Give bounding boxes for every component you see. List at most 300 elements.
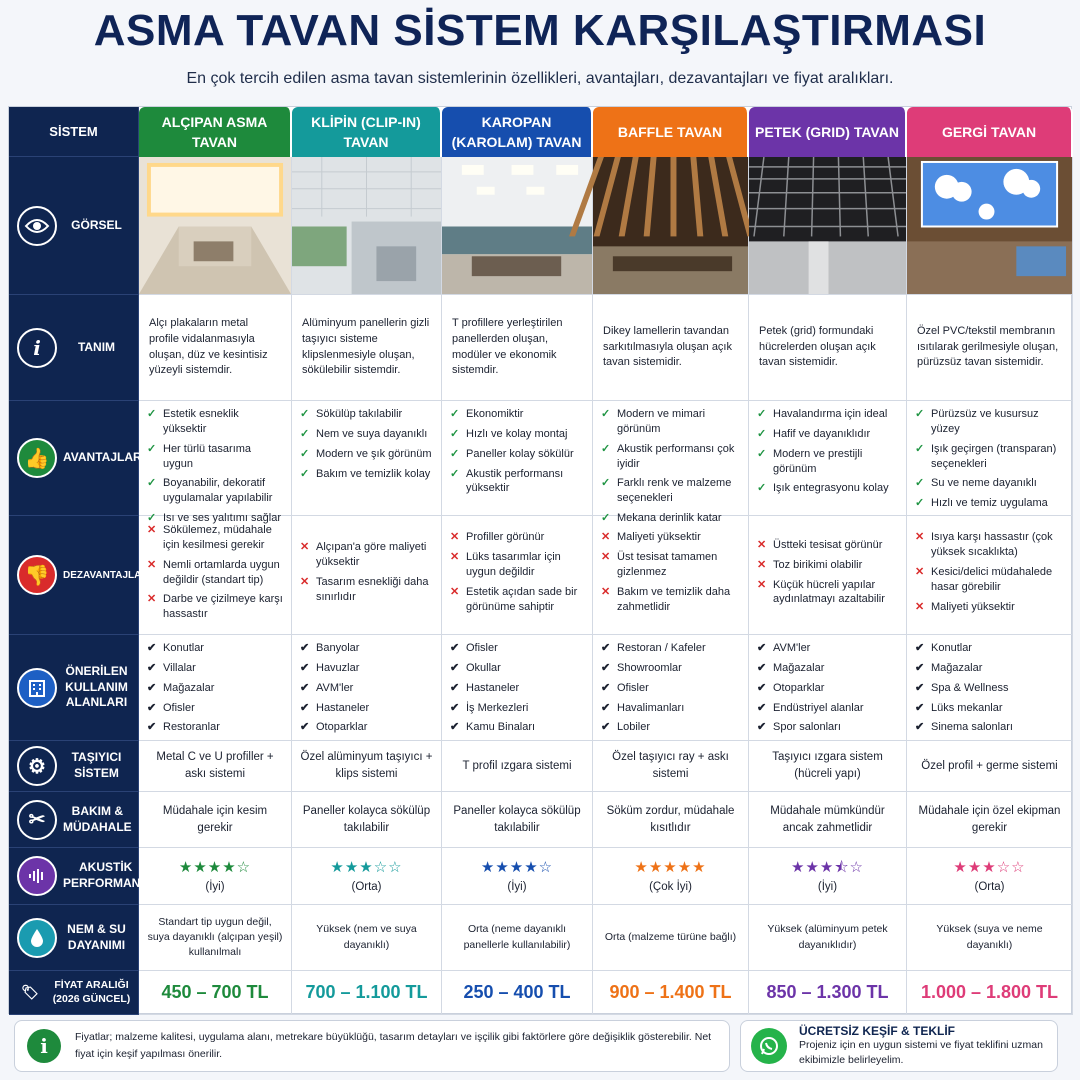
disadvantages-cell — [593, 516, 749, 635]
row-label-text: AVANTAJLARI — [63, 450, 145, 465]
alcipan-image — [139, 157, 292, 295]
list-item-text: Maliyeti yüksektir — [617, 531, 701, 544]
list-item — [601, 681, 740, 696]
info-icon: i — [27, 1029, 61, 1063]
bullet-icon: ✔ — [757, 721, 767, 734]
maintenance: Paneller kolayca sökülüp takılabilir — [292, 792, 442, 848]
sound-wave-icon — [17, 856, 57, 896]
list-item — [300, 701, 433, 716]
list-item-text: Havalandırma için ideal — [773, 408, 888, 420]
bullet-icon: ✔ — [450, 661, 460, 674]
bullet-icon: ✔ — [915, 642, 925, 654]
list-item-text: Ofisler — [617, 681, 649, 694]
list-item-text: Villalar — [163, 661, 196, 674]
list-item — [300, 447, 433, 462]
list-item-text: Otoparklar — [316, 721, 368, 734]
list-item-text: Spa & Wellness — [931, 681, 1009, 694]
list-item-text: Ekonomiktir — [466, 408, 524, 420]
list-item-text: Nemli ortamlarda uygun değildir (standart tip) — [163, 558, 280, 586]
klipin-image — [292, 157, 442, 295]
price-note-box — [14, 1020, 730, 1072]
list-item-text: Endüstriyel alanlar — [773, 701, 864, 714]
bullet-icon: ✔ — [915, 661, 925, 674]
list-item — [915, 407, 1064, 437]
maintenance: Paneller kolayca sökülüp takılabilir — [442, 792, 593, 848]
bullet-icon: ✔ — [147, 721, 157, 734]
bullet-icon: ✔ — [300, 642, 310, 654]
column-header: GERGİ TAVAN — [907, 107, 1073, 157]
list-item-text: Restoran / Kafeler — [617, 642, 706, 654]
bullet-icon: ✕ — [601, 551, 611, 564]
bullet-icon: ✔ — [300, 661, 310, 674]
row-label-sistem — [9, 107, 139, 157]
karopan-image — [442, 157, 593, 295]
bullet-icon: ✔ — [147, 661, 157, 674]
bullet-icon: ✓ — [601, 512, 611, 525]
thumbs-down-icon: 👎 — [17, 555, 57, 595]
price-note: Fiyatlar; malzeme kalitesi, uygulama alanı, metrekare büyüklüğü, tasarım detayları ve işçilik gibi faktörlere göre değişiklik gösterebilir. Net fiyat için keşif yapılması önerilir. — [75, 1031, 712, 1060]
bullet-icon: ✓ — [915, 477, 925, 490]
list-item-text: Tasarım esnekliği daha sınırlıdır — [316, 576, 429, 603]
list-item — [147, 641, 283, 656]
bullet-icon: ✓ — [300, 467, 310, 480]
disadvantages-cell — [292, 516, 442, 635]
carrier-system: Özel alüminyum taşıyıcı + klips sistemi — [292, 741, 442, 792]
moisture-resistance: Orta (neme dayanıklı panellerle kullanılabilir) — [442, 905, 593, 971]
disadvantages-list — [450, 530, 584, 619]
list-item-text: Restoranlar — [163, 721, 220, 734]
list-item-text: Mağazalar — [931, 661, 983, 674]
usage-cell — [907, 635, 1073, 741]
list-item — [300, 720, 433, 735]
disadvantages-list — [915, 530, 1064, 619]
comparison-table — [8, 106, 1072, 1014]
bullet-icon: ✓ — [450, 447, 460, 460]
list-item — [757, 578, 898, 608]
advantages-list — [147, 407, 283, 526]
list-item-text: Modern ve mimari görünüm — [617, 408, 706, 435]
bullet-icon: ✔ — [757, 661, 767, 674]
row-label-text: NEM & SU DAYANIMI — [67, 921, 126, 952]
bullet-icon: ✕ — [450, 551, 460, 564]
bullet-icon: ✓ — [450, 467, 460, 480]
list-item — [915, 641, 1064, 656]
list-item — [147, 720, 283, 735]
list-item — [915, 530, 1064, 560]
list-item-text: Lobiler — [617, 721, 651, 734]
building-icon — [17, 668, 57, 708]
list-item — [300, 661, 433, 676]
row-label-text: SİSTEM — [49, 124, 98, 139]
list-item — [915, 661, 1064, 676]
list-item-text: Her türlü tasarıma uygun — [163, 442, 252, 470]
disadvantages-list — [147, 523, 283, 627]
bullet-icon: ✔ — [601, 721, 611, 734]
bullet-icon: ✕ — [147, 593, 157, 606]
list-item — [601, 530, 740, 545]
list-item — [601, 585, 740, 615]
list-item — [450, 701, 584, 716]
row-label-text: TAŞIYICI SİSTEM — [71, 750, 122, 780]
advantages-cell — [139, 401, 292, 525]
bullet-icon: ✓ — [915, 442, 925, 455]
bullet-icon: ✕ — [757, 558, 767, 571]
definition: Petek (grid) formundaki hücrelerden oluşan açık tavan sistemidir. — [749, 295, 907, 401]
acoustic-cell — [749, 848, 907, 905]
list-item — [601, 720, 740, 735]
rating-stars: ★★★☆☆ — [330, 858, 403, 876]
list-item — [300, 427, 433, 442]
carrier-system: Özel taşıyıcı ray + askı sistemi — [593, 741, 749, 792]
page-title: ASMA TAVAN SİSTEM KARŞILAŞTIRMASI — [93, 6, 987, 55]
list-item — [915, 496, 1064, 511]
bullet-icon: ✔ — [915, 721, 925, 734]
cta-title: ÜCRETSİZ KEŞİF & TEKLİF — [799, 1023, 955, 1038]
list-item-text: Lüks tasarımlar için uygun değildir — [466, 551, 561, 579]
list-item — [300, 467, 433, 482]
disadvantages-cell — [749, 516, 907, 635]
bullet-icon: ✔ — [915, 681, 925, 694]
acoustic-cell — [907, 848, 1073, 905]
list-item — [147, 523, 283, 553]
list-item-text: Küçük hücreli yapılar aydınlatmayı azaltabilir — [773, 578, 885, 606]
list-item-text: Estetik esneklik yüksektir — [163, 408, 239, 435]
list-item — [147, 442, 283, 472]
list-item-text: Mağazalar — [163, 681, 215, 694]
list-item — [915, 720, 1064, 735]
list-item — [450, 530, 584, 545]
list-item — [450, 641, 584, 656]
petek-image — [749, 157, 907, 295]
disadvantages-cell — [442, 516, 593, 635]
list-item-text: Estetik açıdan sade bir görünüme sahiptir — [466, 585, 578, 613]
baffle-image — [593, 157, 749, 295]
list-item — [300, 681, 433, 696]
bullet-icon: ✔ — [757, 701, 767, 714]
list-item — [757, 481, 898, 496]
column-header: PETEK (GRID) TAVAN — [749, 107, 907, 157]
list-item — [757, 447, 898, 477]
maintenance: Müdahale mümkündür ancak zahmetlidir — [749, 792, 907, 848]
list-item-text: Bakım ve temizlik daha zahmetlidir — [617, 585, 731, 613]
tools-icon: ✂ — [17, 800, 57, 840]
list-item-text: Hastaneler — [316, 701, 370, 714]
list-item-text: Hızlı ve temiz uygulama — [931, 497, 1048, 510]
list-item — [601, 661, 740, 676]
list-item-text: Okullar — [466, 661, 501, 674]
column-header: KLİPİN (CLIP-IN) TAVAN — [292, 107, 442, 157]
bullet-icon: ✕ — [601, 585, 611, 598]
list-item — [601, 550, 740, 580]
price-range: 900 – 1.400 TL — [593, 971, 749, 1015]
list-item-text: Alçıpan'a göre maliyeti yüksektir — [316, 541, 427, 569]
list-item-text: Akustik performansı çok iyidir — [617, 442, 735, 470]
list-item-text: Showroomlar — [617, 661, 682, 674]
bullet-icon: ✓ — [757, 408, 767, 420]
rating-stars: ★★★★★ — [634, 858, 707, 876]
row-label-gorsel — [9, 157, 139, 295]
list-item-text: Otoparklar — [773, 681, 825, 694]
list-item — [601, 476, 740, 506]
definition: T profillere yerleştirilen panellerden oluşan, modüler ve ekonomik sistemdir. — [442, 295, 593, 401]
list-item-text: Konutlar — [931, 642, 972, 654]
bullet-icon: ✓ — [601, 442, 611, 455]
maintenance: Müdahale için özel ekipman gerekir — [907, 792, 1073, 848]
bullet-icon: ✔ — [601, 642, 611, 654]
disadvantages-list — [601, 530, 740, 619]
advantages-cell — [292, 401, 442, 516]
advantages-cell — [907, 401, 1073, 516]
rating-label: (İyi) — [817, 880, 838, 893]
list-item-text: Işık geçirgen (transparan) seçenekleri — [931, 442, 1057, 470]
list-item-text: Modern ve prestijli görünüm — [773, 447, 863, 475]
list-item-text: Hafif ve dayanıklıdır — [773, 427, 871, 440]
list-item-text: Pürüzsüz ve kusursuz yüzey — [931, 408, 1039, 435]
bullet-icon: ✔ — [757, 681, 767, 694]
usage-list — [300, 641, 433, 735]
rating-label: (İyi) — [507, 880, 527, 893]
disadvantages-list — [757, 538, 898, 612]
list-item-text: Konutlar — [163, 642, 204, 654]
bullet-icon: ✔ — [147, 701, 157, 714]
bullet-icon: ✓ — [915, 408, 925, 420]
bullet-icon: ✓ — [147, 512, 157, 525]
usage-list — [757, 641, 898, 735]
bullet-icon: ✕ — [915, 566, 925, 579]
row-label-text: AKUSTİK PERFORMANS — [63, 860, 149, 890]
bullet-icon: ✓ — [300, 447, 310, 460]
list-item-text: Ofisler — [163, 701, 195, 714]
list-item-text: Lüks mekanlar — [931, 701, 1003, 714]
list-item-text: Farklı renk ve malzeme seçenekleri — [617, 477, 732, 505]
list-item-text: Paneller kolay sökülür — [466, 447, 574, 460]
bullet-icon: ✓ — [147, 477, 157, 490]
usage-cell — [749, 635, 907, 741]
list-item — [601, 701, 740, 716]
bullet-icon: ✕ — [601, 531, 611, 544]
bullet-icon: ✕ — [915, 600, 925, 613]
list-item-text: Isıya karşı hassastır (çok yüksek sıcaklıkta) — [931, 531, 1053, 559]
row-label-text: ÖNERİLEN KULLANIM ALANLARI — [65, 664, 128, 710]
row-label-text: GÖRSEL — [71, 217, 122, 232]
list-item-text: AVM'ler — [316, 681, 354, 694]
list-item — [450, 720, 584, 735]
list-item — [915, 476, 1064, 491]
row-label-text: DEZAVANTAJLARI — [63, 569, 152, 581]
list-item — [915, 565, 1064, 595]
list-item — [757, 538, 898, 553]
list-item — [300, 407, 433, 422]
list-item — [757, 701, 898, 716]
list-item — [757, 427, 898, 442]
bullet-icon: ✕ — [757, 538, 767, 551]
list-item — [450, 447, 584, 462]
list-item-text: Banyolar — [316, 642, 360, 654]
bullet-icon: ✔ — [450, 642, 460, 654]
bullet-icon: ✕ — [450, 531, 460, 544]
list-item-text: Hızlı ve kolay montaj — [466, 427, 568, 440]
row-label-text: FİYAT ARALIĞI (2026 GÜNCEL) — [52, 978, 131, 1005]
bullet-icon: ✔ — [757, 642, 767, 654]
eye-icon — [17, 206, 57, 246]
bullet-icon: ✓ — [601, 408, 611, 420]
list-item — [147, 701, 283, 716]
list-item-text: Su ve neme dayanıklı — [931, 477, 1037, 490]
moisture-resistance: Yüksek (suya ve neme dayanıklı) — [907, 905, 1073, 971]
carrier-system: Metal C ve U profiller + askı sistemi — [139, 741, 292, 792]
usage-cell — [593, 635, 749, 741]
bullet-icon: ✕ — [147, 523, 157, 536]
usage-cell — [442, 635, 593, 741]
list-item — [601, 442, 740, 472]
list-item — [147, 592, 283, 622]
price-range: 700 – 1.100 TL — [292, 971, 442, 1015]
advantages-cell — [749, 401, 907, 516]
price-tag-icon: 🏷 — [21, 984, 39, 1000]
list-item — [601, 407, 740, 437]
bullet-icon: ✔ — [300, 701, 310, 714]
gergi-image — [907, 157, 1073, 295]
usage-cell — [292, 635, 442, 741]
list-item — [147, 661, 283, 676]
bullet-icon: ✔ — [450, 721, 460, 734]
list-item — [450, 427, 584, 442]
rating-label: (İyi) — [205, 880, 225, 893]
acoustic-cell — [593, 848, 749, 905]
list-item-text: Bakım ve temizlik kolay — [316, 467, 431, 480]
list-item-text: Kesici/delici müdahalede hasar görebilir — [931, 566, 1053, 593]
column-header: ALÇIPAN ASMA TAVAN — [139, 107, 292, 157]
bullet-icon: ✓ — [915, 497, 925, 510]
list-item — [915, 442, 1064, 472]
definition: Alüminyum panellerin gizli taşıyıcı sisteme klipslenmesiyle oluşan, sökülebilir sistemdir. — [292, 295, 442, 401]
page-subtitle: En çok tercih edilen asma tavan sistemlerinin özellikleri, avantajları, dezavantajları ve fiyat aralıkları. — [186, 70, 894, 87]
list-item — [450, 661, 584, 676]
acoustic-cell — [139, 848, 292, 905]
price-range: 250 – 400 TL — [442, 971, 593, 1015]
free-survey-cta[interactable] — [740, 1020, 1058, 1072]
usage-list — [915, 641, 1064, 735]
bullet-icon: ✕ — [915, 531, 925, 544]
bullet-icon: ✕ — [450, 585, 460, 598]
advantages-list — [757, 407, 898, 496]
list-item — [300, 575, 433, 605]
list-item — [915, 701, 1064, 716]
definition: Alçı plakaların metal profile vidalanmasıyla oluşan, düz ve kesintisiz yüzeyli sistemdir. — [139, 295, 292, 401]
row-label-nem — [9, 905, 139, 971]
bullet-icon: ✔ — [601, 661, 611, 674]
advantages-list — [601, 407, 740, 526]
price-range: 850 – 1.300 TL — [749, 971, 907, 1015]
bullet-icon: ✓ — [757, 447, 767, 460]
rating-stars: ★★★★☆ — [480, 858, 554, 876]
bullet-icon: ✓ — [757, 482, 767, 495]
bullet-icon: ✓ — [300, 427, 310, 440]
maintenance: Söküm zordur, müdahale kısıtlıdır — [593, 792, 749, 848]
bullet-icon: ✔ — [601, 681, 611, 694]
rating-stars: ★★★★☆ — [178, 858, 252, 876]
list-item-text: Işık entegrasyonu kolay — [773, 482, 889, 495]
price-range: 1.000 – 1.800 TL — [907, 971, 1073, 1015]
carrier-system: Taşıyıcı ızgara sistem (hücreli yapı) — [749, 741, 907, 792]
definition: Özel PVC/tekstil membranın ısıtılarak gerilmesiyle oluşan, pürüzsüz tavan sistemidir. — [907, 295, 1073, 401]
usage-cell — [139, 635, 292, 741]
advantages-list — [300, 407, 433, 481]
bullet-icon: ✔ — [450, 681, 460, 694]
cta-text-group — [799, 1024, 1047, 1068]
row-label-dezavantaj — [9, 516, 152, 635]
bullet-icon: ✔ — [450, 701, 460, 714]
list-item — [450, 550, 584, 580]
list-item-text: Havuzlar — [316, 661, 360, 674]
bullet-icon: ✓ — [300, 408, 310, 420]
disadvantages-cell — [139, 516, 292, 635]
list-item — [147, 407, 283, 437]
bullet-icon: ✓ — [147, 442, 157, 455]
list-item-text: Isı ve ses yalıtımı sağlar — [163, 512, 281, 525]
list-item-text: Mekana derinlik katar — [617, 512, 722, 525]
list-item-text: Akustik performansı yüksektir — [466, 467, 564, 495]
row-label-tanim — [9, 295, 139, 401]
acoustic-cell — [442, 848, 593, 905]
advantages-cell — [593, 401, 749, 525]
list-item-text: Mağazalar — [773, 661, 825, 674]
gear-icon: ⚙ — [17, 746, 57, 786]
list-item-text: Darbe ve çizilmeye karşı hassastır — [163, 593, 283, 621]
list-item — [147, 558, 283, 588]
list-item — [915, 600, 1064, 615]
list-item-text: Üst tesisat tamamen gizlenmez — [617, 551, 718, 579]
list-item-text: Havalimanları — [617, 701, 685, 714]
row-label-text: BAKIM & MÜDAHALE — [63, 803, 132, 834]
maintenance: Müdahale için kesim gerekir — [139, 792, 292, 848]
rating-stars: ★★★☆☆ — [953, 858, 1026, 876]
bullet-icon: ✕ — [300, 576, 310, 588]
moisture-resistance: Orta (malzeme türüne bağlı) — [593, 905, 749, 971]
carrier-system: T profil ızgara sistemi — [442, 741, 593, 792]
list-item-text: Boyanabilir, dekoratif uygulamalar yapılabilir — [163, 477, 273, 505]
list-item — [757, 720, 898, 735]
disadvantages-cell — [907, 516, 1073, 635]
list-item-text: Spor salonları — [773, 721, 841, 734]
definition: Dikey lamellerin tavandan sarkıtılmasıyla oluşan açık tavan sistemidir. — [593, 295, 749, 401]
acoustic-cell — [292, 848, 442, 905]
list-item — [601, 641, 740, 656]
cta-description: Projeniz için en uygun sistemi ve fiyat teklifini uzman ekibimizle belirleyelim. — [799, 1038, 1043, 1066]
list-item — [757, 641, 898, 656]
bullet-icon: ✓ — [450, 427, 460, 440]
advantages-cell — [442, 401, 593, 516]
rating-label: (Çok İyi) — [649, 880, 692, 893]
bullet-icon: ✔ — [300, 681, 310, 694]
list-item-text: Profiller görünür — [466, 531, 545, 544]
bullet-icon: ✓ — [147, 408, 157, 420]
water-drop-icon — [17, 918, 57, 958]
list-item — [757, 661, 898, 676]
disadvantages-list — [300, 540, 433, 609]
usage-list — [601, 641, 740, 735]
bullet-icon: ✔ — [601, 701, 611, 714]
column-header: BAFFLE TAVAN — [593, 107, 749, 157]
price-range: 450 – 700 TL — [139, 971, 292, 1015]
list-item-text: Sökülüp takılabilir — [316, 408, 403, 420]
moisture-resistance: Standart tip uygun değil, suya dayanıklı (alçıpan yeşil) kullanılmalı — [139, 905, 292, 971]
whatsapp-icon[interactable] — [751, 1028, 787, 1064]
row-label-bakim — [9, 792, 139, 848]
row-label-avantaj — [9, 401, 145, 516]
list-item — [757, 558, 898, 573]
list-item-text: Üstteki tesisat görünür — [773, 538, 883, 551]
